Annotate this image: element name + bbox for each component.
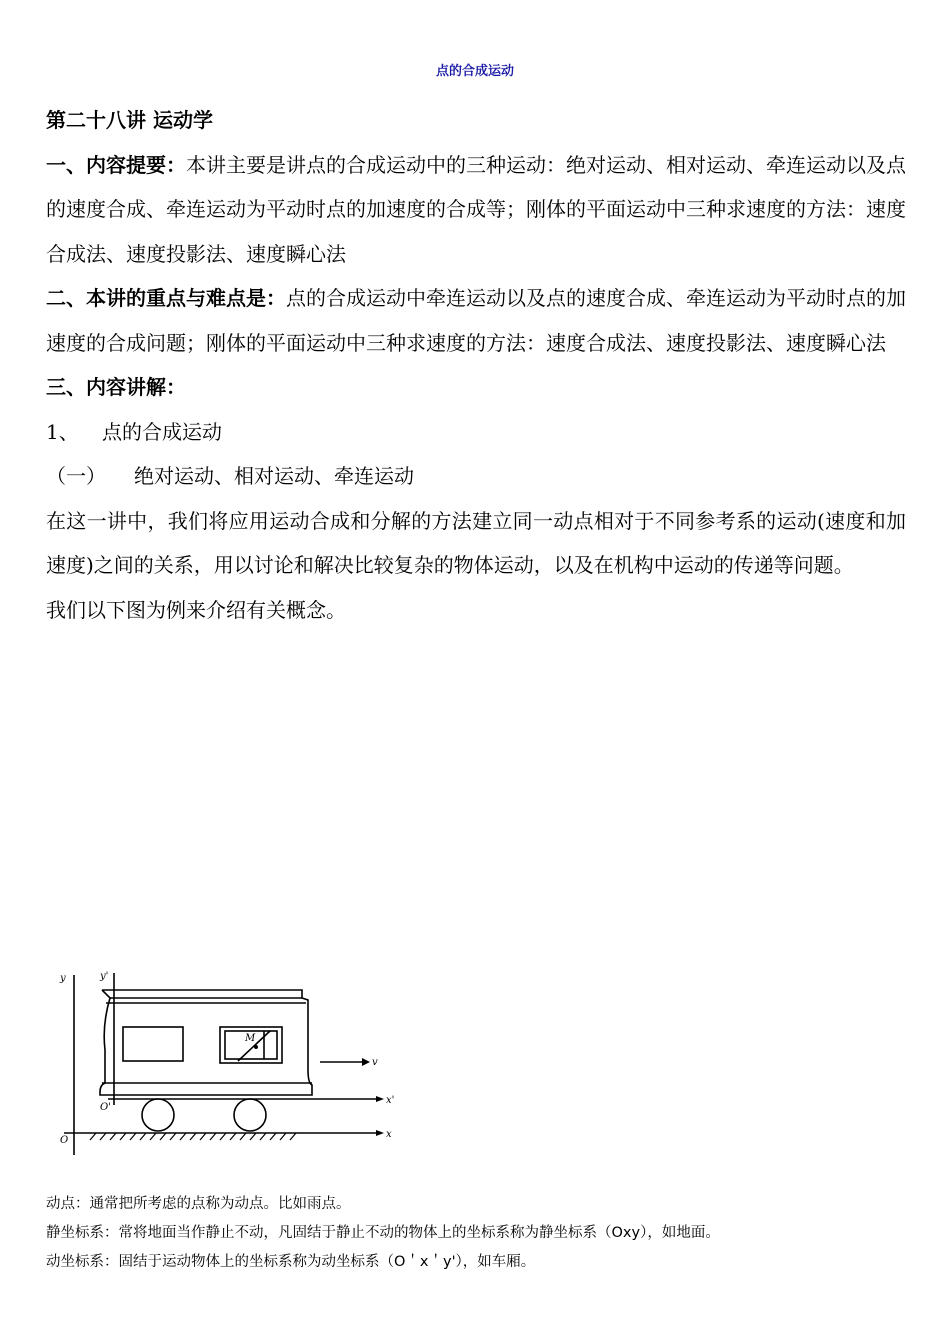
definitions-block: [46, 1190, 906, 1277]
moving-point-m-label: M: [245, 1033, 256, 1044]
figure-intro-paragraph: 我们以下图为例来介绍有关概念。: [46, 597, 346, 622]
definition-fixed-frame: 静坐标系：常将地面当作静止不动，凡固结于静止不动的物体上的坐标系称为静坐标系（Oxy），如地面。: [46, 1225, 720, 1241]
subsection-1-1-title: 绝对运动、相对运动、牵连运动: [134, 464, 414, 488]
fixed-origin-label: O: [60, 1135, 69, 1146]
moving-origin-label: O': [100, 1102, 111, 1113]
lecture-title: 第二十八讲 运动学: [46, 108, 213, 132]
moving-y-axis-label: y': [100, 971, 109, 982]
document-header-title: 点的合成运动: [435, 64, 514, 79]
key-points-label: 二、本讲的重点与难点是：: [46, 286, 286, 310]
moving-point-m: [254, 1045, 258, 1049]
subsection-1-1-number: （一）: [46, 464, 106, 488]
subsection-1-heading: [46, 410, 906, 455]
car-body: [100, 990, 312, 1095]
fixed-y-axis-label: y: [60, 973, 66, 984]
summary-text: 本讲主要是讲点的合成运动中的三种运动：绝对运动、相对运动、牵连运动以及点的速度合成、牵连运动为平动时点的加速度的合成等；刚体的平面运动中三种求速度的方法：速度合成法、速度投影法、速度瞬心法: [46, 152, 906, 266]
moving-x-arrowhead: [376, 1096, 384, 1102]
explanation-heading: [46, 365, 906, 410]
key-points-text: 点的合成运动中牵连运动以及点的速度合成、牵连运动为平动时点的加速度的合成问题；刚体的平面运动中三种求速度的方法：速度合成法、速度投影法、速度瞬心法: [46, 286, 906, 355]
document-body: [46, 98, 906, 632]
subsection-1-number: 1、: [46, 419, 79, 444]
velocity-label: v: [372, 1057, 378, 1068]
subsection-1-1-heading: [46, 454, 906, 499]
fixed-x-arrowhead: [376, 1130, 384, 1136]
velocity-arrowhead: [362, 1058, 370, 1066]
moving-x-axis-label: x': [386, 1095, 395, 1106]
car-window-left: [123, 1027, 183, 1061]
key-points-paragraph: [46, 276, 906, 365]
railcar-figure: [50, 965, 400, 1160]
definition-moving-point: 动点：通常把所考虑的点称为动点。比如雨点。: [46, 1196, 351, 1212]
summary-label: 一、内容提要：: [46, 152, 186, 177]
wheel-left: [142, 1099, 174, 1131]
fixed-x-axis-label: x: [386, 1129, 392, 1140]
intro-paragraph: 在这一讲中，我们将应用运动合成和分解的方法建立同一动点相对于不同参考系的运动(速度和加速度)之间的关系，用以讨论和解决比较复杂的物体运动，以及在机构中运动的传递等问题。: [46, 508, 906, 577]
summary-paragraph: [46, 143, 906, 277]
explanation-label: 三、内容讲解：: [46, 375, 186, 399]
wheel-right: [234, 1099, 266, 1131]
ground-hatching: [90, 1133, 296, 1140]
subsection-1-title: 点的合成运动: [102, 419, 222, 444]
definition-moving-frame: 动坐标系：固结于运动物体上的坐标系称为动坐标系（O＇x＇y'），如车厢。: [46, 1254, 536, 1270]
